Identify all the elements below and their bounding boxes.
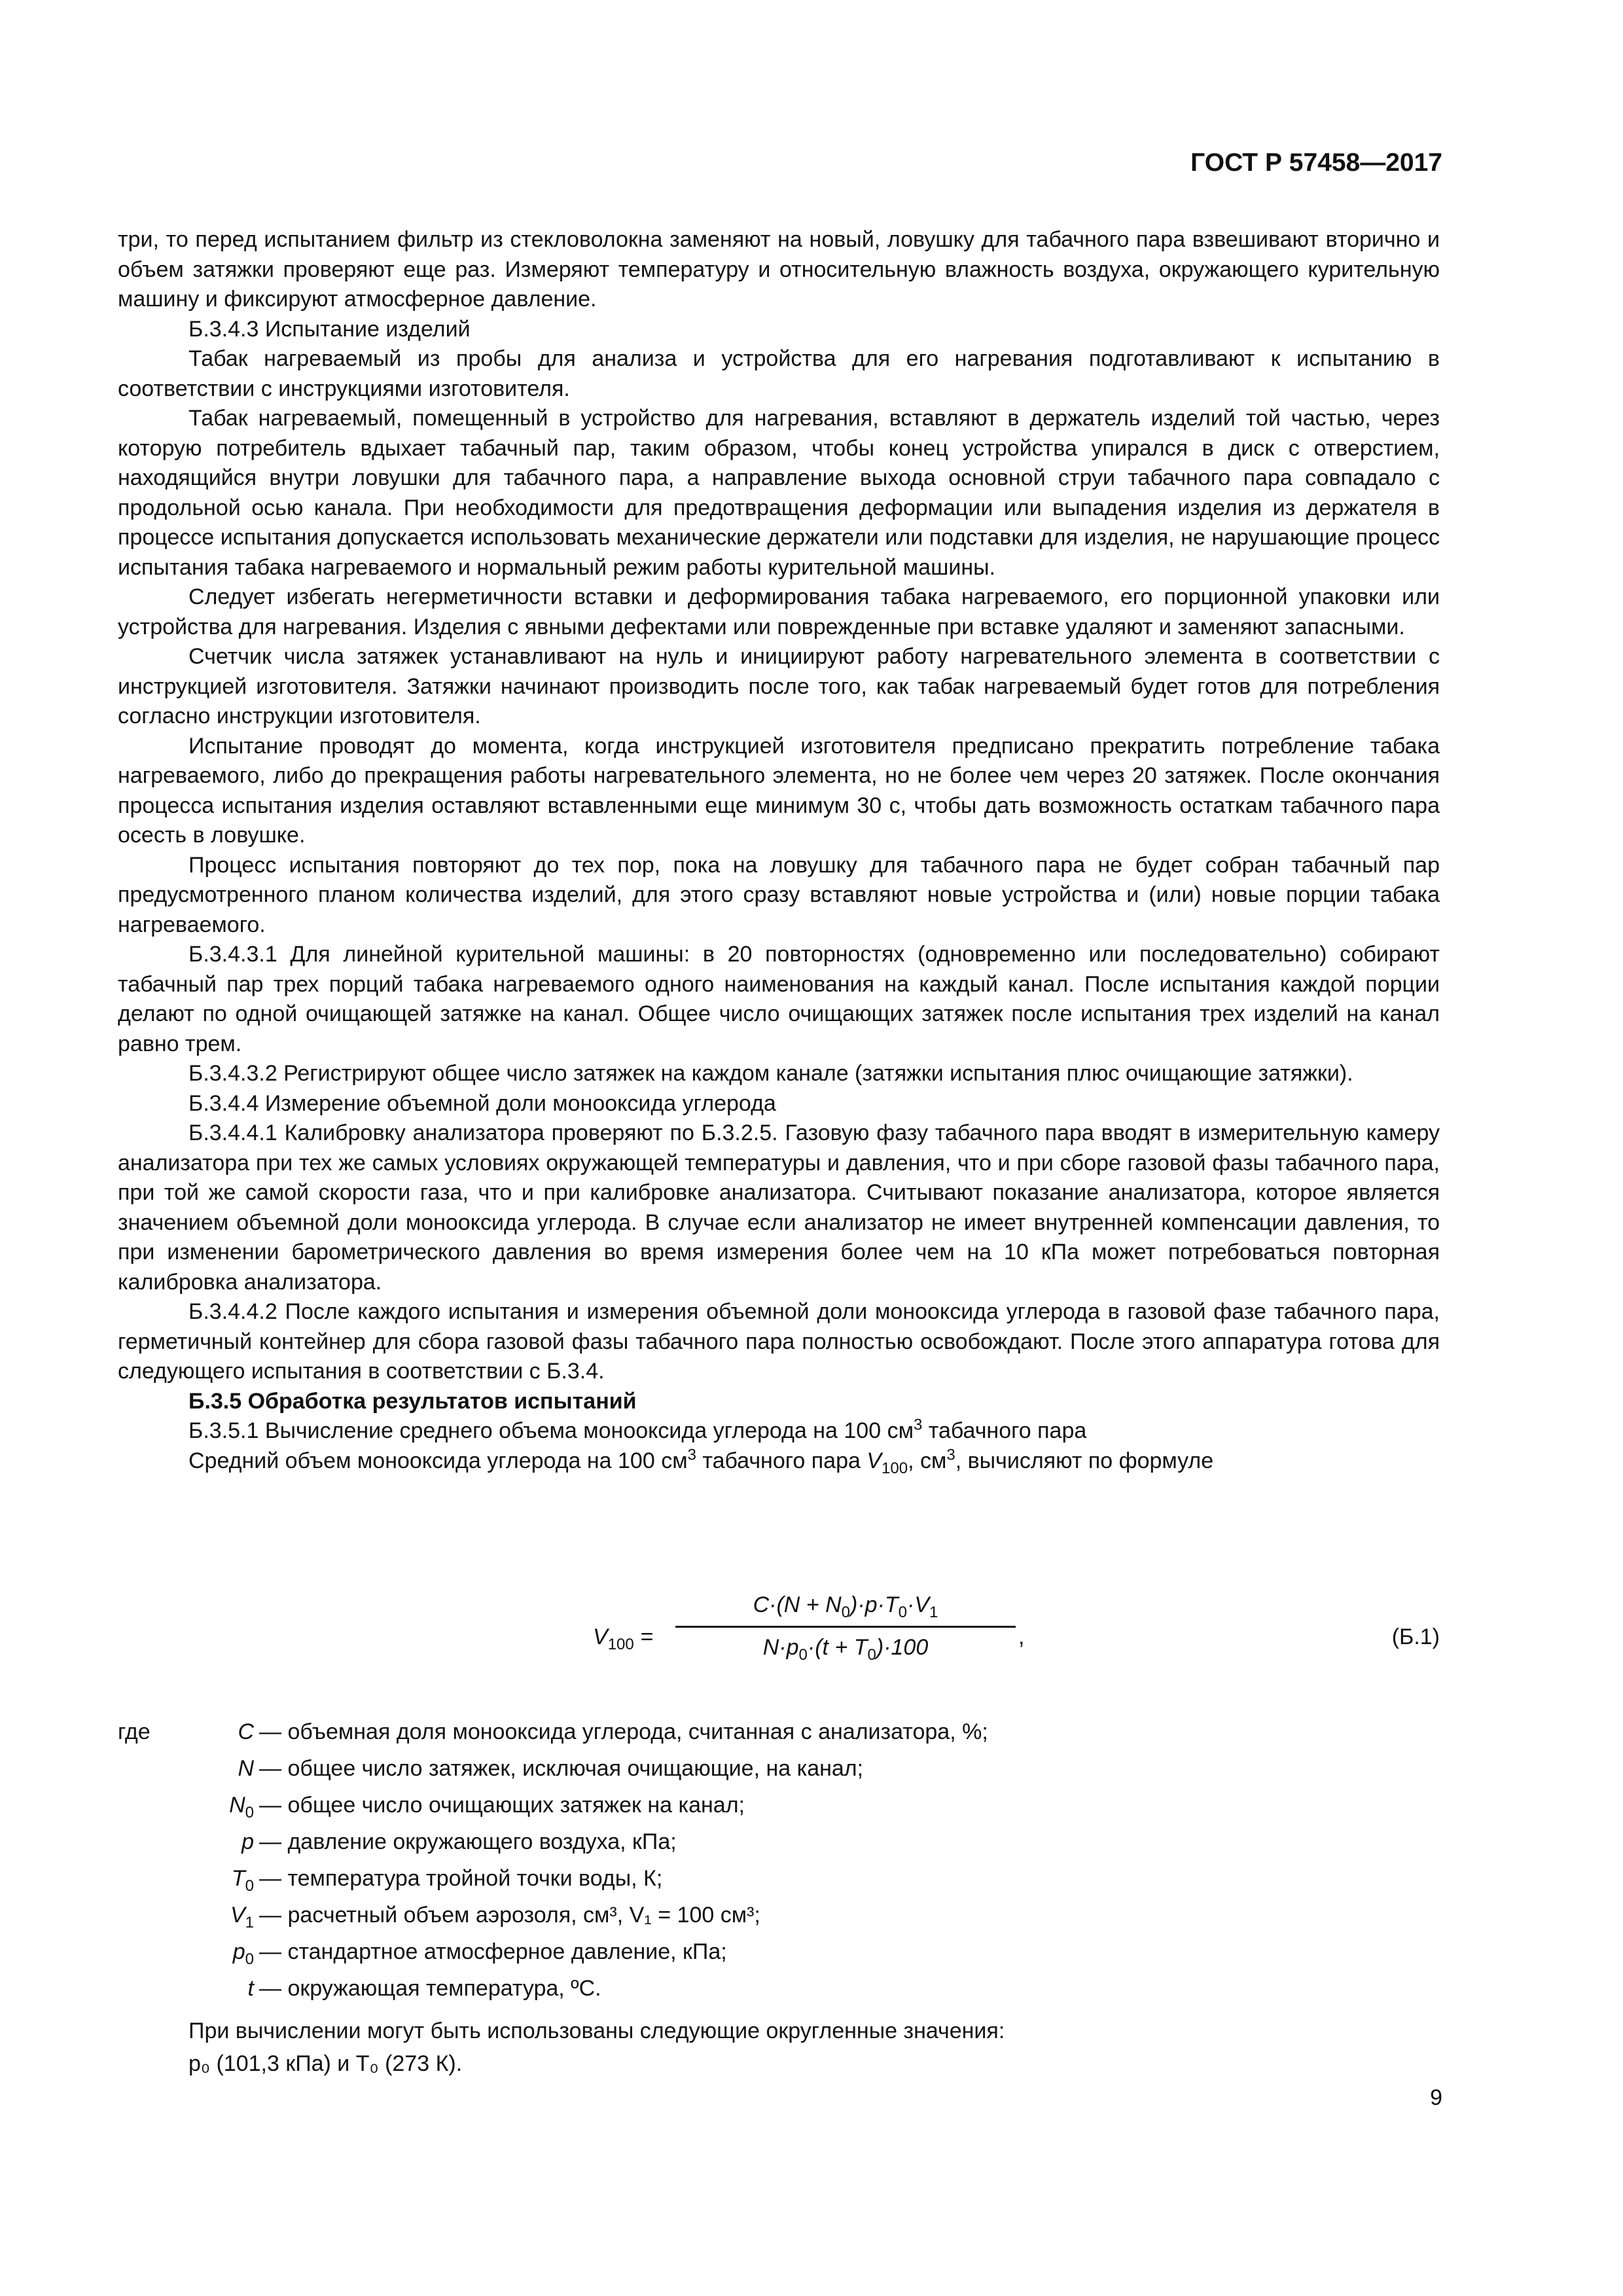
paragraph: три, то перед испытанием фильтр из стекловолокна заменяют на новый, ловушку для табачного пара взвешивают вторично и объем затяжки проверяют еще раз. Измеряют температуру и относительную влажность воздуха, окружающего курительную машину и фиксируют атмосферное давление. xyxy=(118,227,1440,312)
formula-denominator: $N\cdot p_0\cdot(t + T_0)\cdot 100$ xyxy=(762,1635,929,1664)
paragraph: Следует избегать негерметичности вставки и деформирования табака нагреваемого, его порционной упаковки или устройства для нагревания. Изделия с явными дефектами или поврежденные при вставке удаляют и заменяют запасными. xyxy=(118,584,1440,639)
note-line: При вычислении могут быть использованы следующие округленные значения: xyxy=(188,2018,1005,2043)
definition-row: $p_0$ — стандартное атмосферное давление, кПа; xyxy=(232,1939,727,1968)
formula-lhs: $V_{100}$ = xyxy=(593,1624,654,1653)
definition-row: p — давление окружающего воздуха, кПа; xyxy=(241,1829,677,1854)
page-number: 9 xyxy=(1430,2085,1442,2110)
fraction-bar xyxy=(675,1626,1016,1628)
paragraph: Б.3.4.4.1 Калибровку анализатора проверяют по Б.3.2.5. Газовую фазу табачного пара вводят в измерительную камеру анализатора при тех же самых условиях окружающей температуры и давления, что и при сборе газовой фазы табачного пара, при той же самой скорости газа, что и при калибровке анализатора. Считывают показание анализатора, которое является значением объемной доли монооксида углерода. В случае если анализатор не имеет внутренней компенсации давления, то при изменении барометрического давления во время измерения более чем на 10 кПа может потребоваться повторная калибровка анализатора. xyxy=(118,1121,1440,1295)
paragraph: Испытание проводят до момента, когда инструкцией изготовителя предписано прекратить потребление табака нагреваемого, либо до прекращения работы нагревательного элемента, но не более чем через 20 затяжек. После окончания процесса испытания изделия оставляют вставленными еще минимум 30 с, чтобы дать возможность остаткам табачного пара осесть в ловушке. xyxy=(118,733,1440,848)
definition-row: $V_1$ — расчетный объем аэрозоля, см³, V₁ = 100 см³; xyxy=(230,1903,760,1931)
formula-fraction xyxy=(675,1589,1016,1663)
section-heading: Б.3.4.4 Измерение объемной доли монооксида углерода xyxy=(188,1090,776,1116)
paragraph: Б.3.4.4.2 После каждого испытания и измерения объемной доли монооксида углерода в газовой фазе табачного пара, герметичный контейнер для сбора газовой фазы табачного пара полностью освобождают. После этого аппаратура готова для следующего испытания в соответствии с Б.3.4. xyxy=(118,1299,1440,1384)
equation-number: (Б.1) xyxy=(1391,1624,1440,1649)
definition-row: N — общее число затяжек, исключая очищающие, на канал; xyxy=(238,1756,864,1781)
paragraph: Табак нагреваемый, помещенный в устройство для нагревания, вставляют в держатель изделий той частью, через которую потребитель вдыхает табачный пар, таким образом, чтобы конец устройства упирался в диск с отверстием, находящийся внутри ловушки для табачного пара, а направление выхода основной струи табачного пара совпадало с продольной осью канала. При необходимости для предотвращения деформации или выпадения изделия из держателя в процессе испытания допускается использовать механические держатели или подставки для изделия, не нарушающие процесс испытания табака нагреваемого и нормальный режим работы курительной машины. xyxy=(118,406,1440,580)
paragraph: Б.3.4.3.1 Для линейной курительной машины: в 20 повторностях (одновременно или последовательно) собирают табачный пар трех порций табака нагреваемого одного наименования на каждый канал. После испытания каждой порции делают по одной очищающей затяжке на канал. Общее число очищающих затяжек после испытания трех изделий на канал равно трем. xyxy=(118,942,1440,1056)
body-text xyxy=(118,225,1440,1476)
where-word: где xyxy=(118,1719,151,1744)
formula-intro: Средний объем монооксида углерода на 100 $см^3$ табачного пара $V_{100}$, $см^3$, вычисляют по формуле xyxy=(188,1446,1214,1477)
definition-row: t — окружающая температура, ºC. xyxy=(247,1976,601,2001)
standard-code: ГОСТ Р 57458—2017 xyxy=(1190,149,1442,177)
paragraph: Процесс испытания повторяют до тех пор, пока на ловушку для табачного пара не будет собран табачный пар предусмотренного планом количества изделий, для этого сразу вставляют новые устройства и (или) новые порции табака нагреваемого. xyxy=(118,852,1440,937)
formula xyxy=(118,1584,1440,1702)
paragraph: Счетчик числа затяжек устанавливают на нуль и инициируют работу нагревательного элемента в соответствии с инструкцией изготовителя. Затяжки начинают производить после того, как табак нагреваемый будет готов для потребления согласно инструкции изготовителя. xyxy=(118,644,1440,728)
section-title-bold: Б.3.5 Обработка результатов испытаний xyxy=(188,1388,637,1414)
rounding-note xyxy=(188,2015,1005,2080)
definition-row: $N_0$ — общее число очищающих затяжек на канал; xyxy=(229,1793,745,1821)
paragraph: Табак нагреваемый из пробы для анализа и устройства для его нагревания подготавливают к испытанию в соответствии с инструкциями изготовителя. xyxy=(118,346,1440,401)
definition-row: где C — объемная доля монооксида углерода, считанная с анализатора, %; xyxy=(118,1713,1440,1750)
definition-row: $T_0$ — температура тройной точки воды, К; xyxy=(231,1866,663,1895)
formula-numerator: $C\cdot(N + N_0)\cdot p\cdot T_0\cdot V_1$ xyxy=(753,1592,938,1621)
subsection-title: Б.3.5.1 Вычисление среднего объема монооксида углерода на 100 $см^3$ табачного пара xyxy=(188,1416,1087,1443)
definitions-list xyxy=(118,1713,1440,2007)
section-heading: Б.3.4.3 Испытание изделий xyxy=(188,316,471,342)
note-line: p₀ (101,3 кПа) и T₀ (273 К). xyxy=(188,2051,463,2076)
paragraph: Б.3.4.3.2 Регистрируют общее число затяжек на каждом канале (затяжки испытания плюс очищающие затяжки). xyxy=(188,1061,1353,1086)
formula-comma: , xyxy=(1018,1624,1025,1649)
